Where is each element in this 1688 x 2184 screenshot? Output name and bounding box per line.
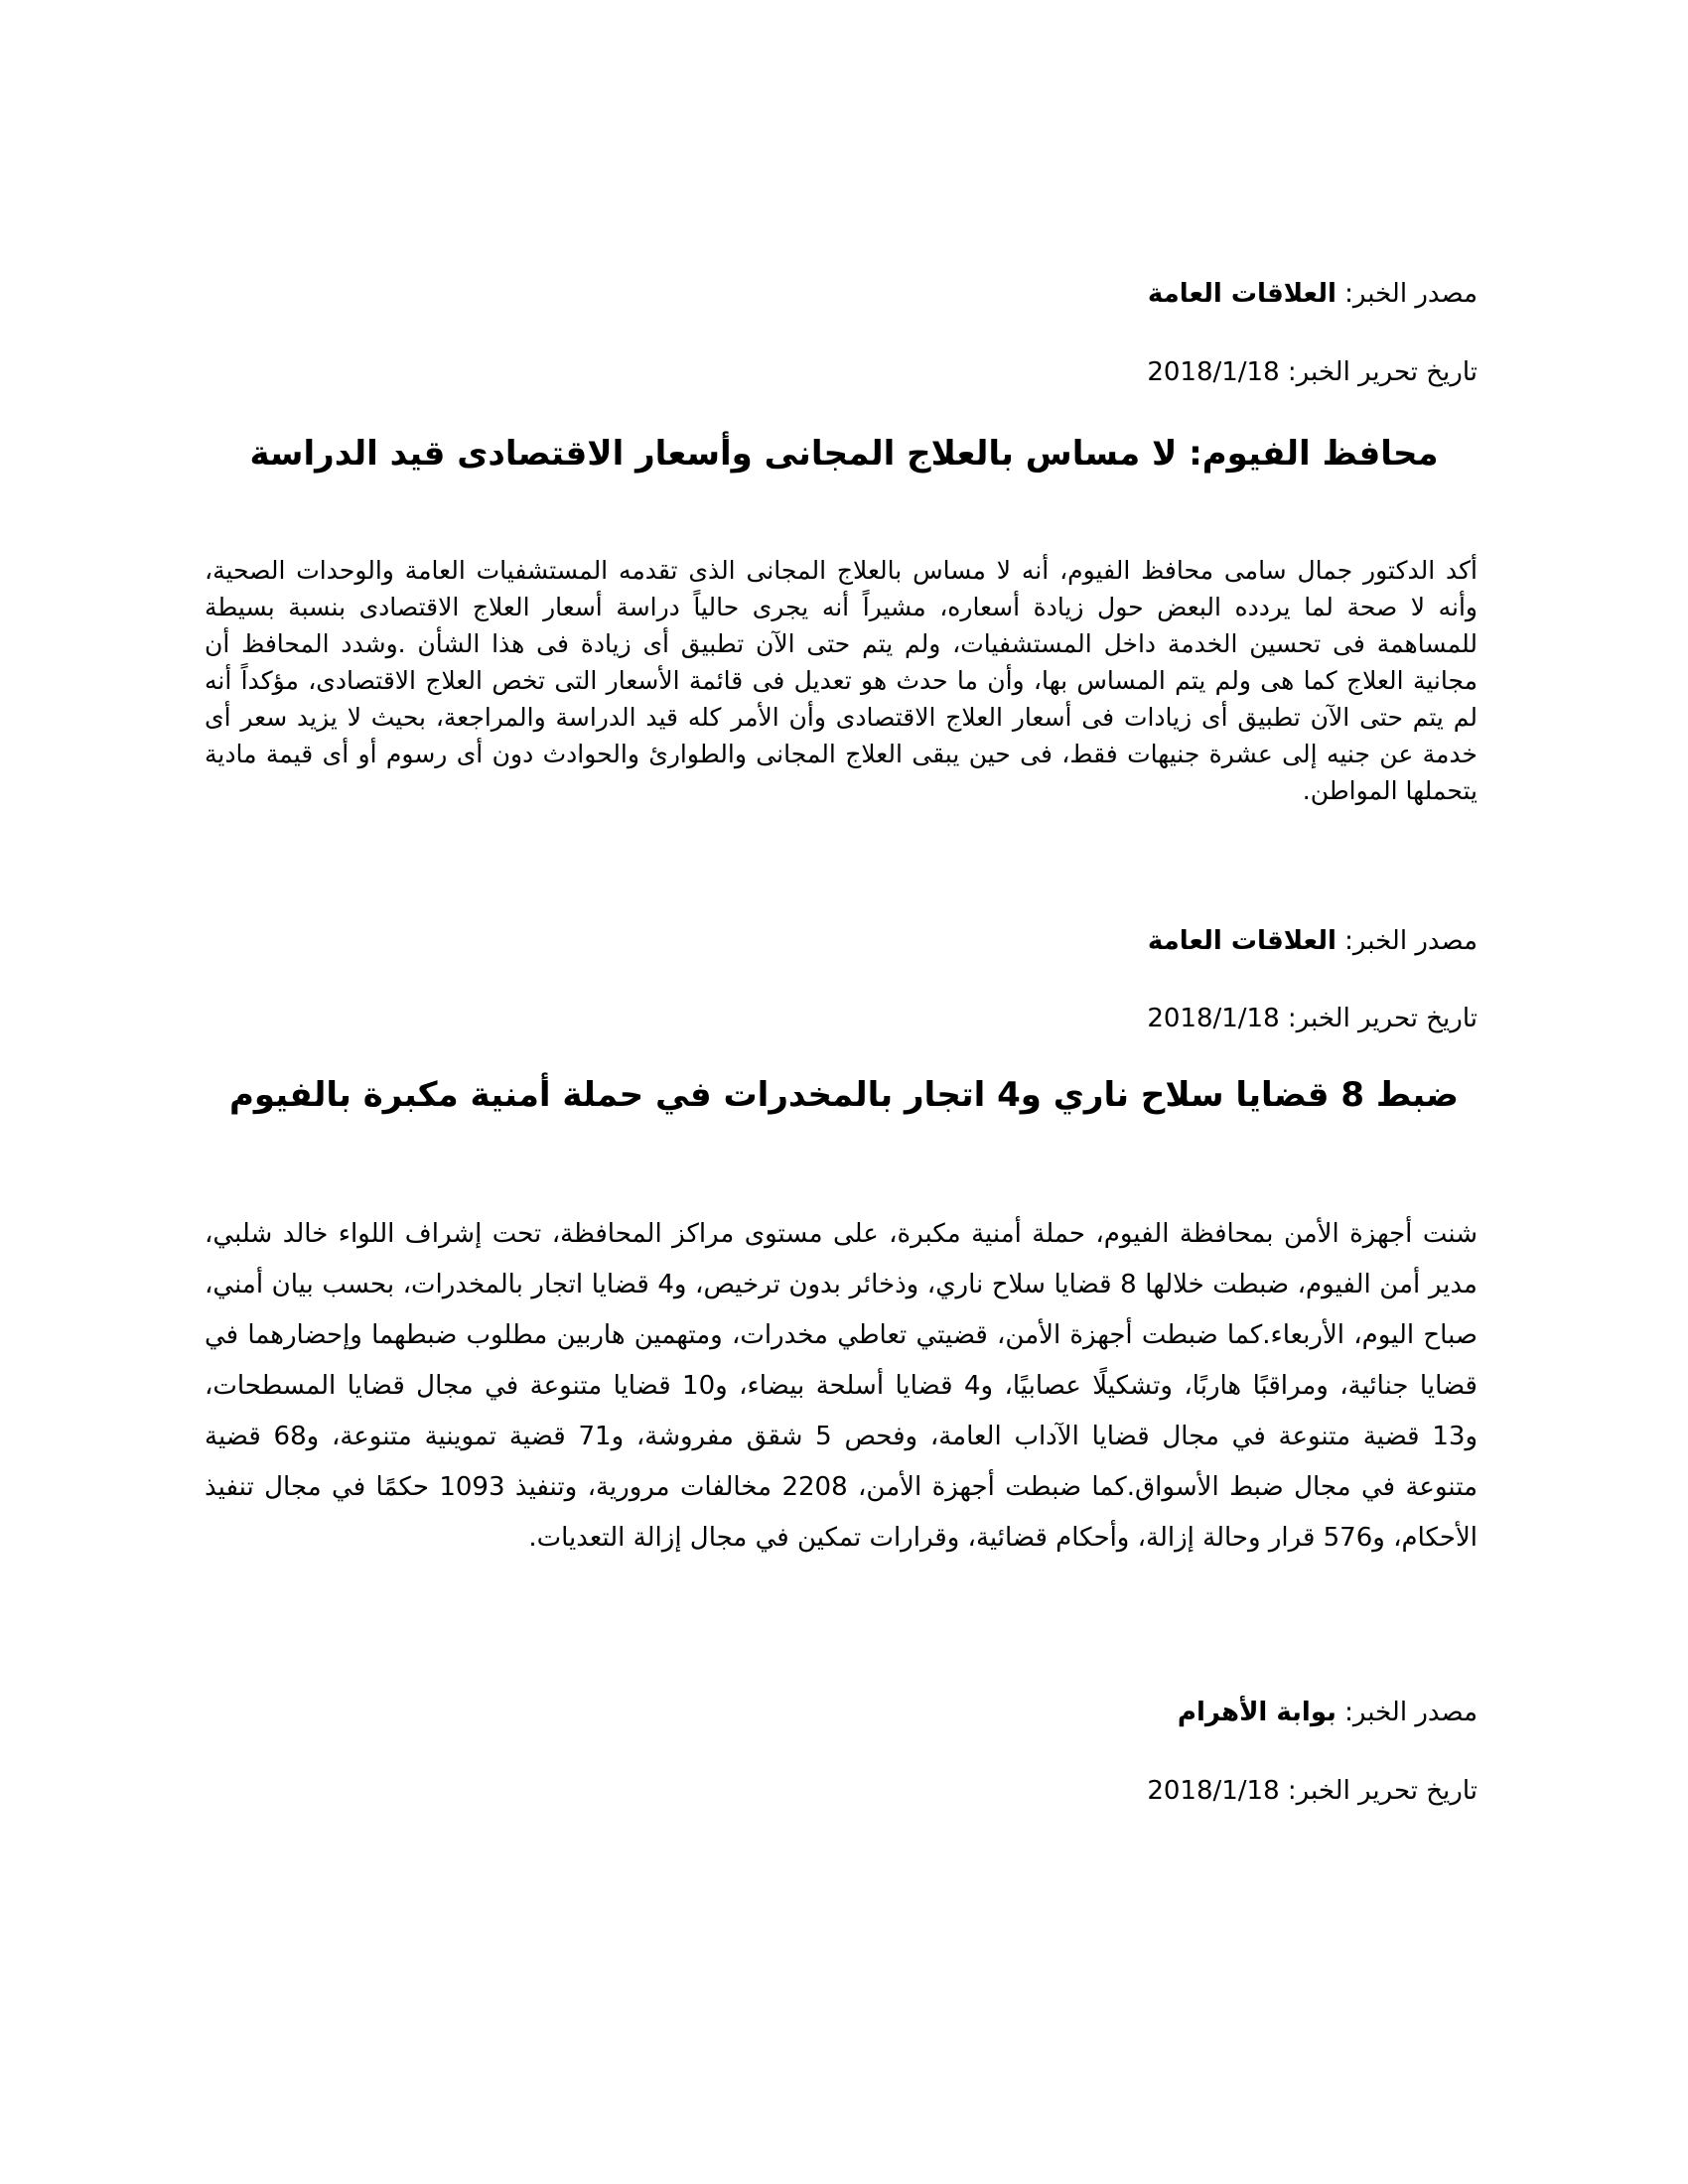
news-date-line [1147,1778,1477,1804]
news-source-line [1148,928,1477,954]
news-title: محافظ الفيوم: لا مساس بالعلاج المجانى وأسعار الاقتصادى قيد الدراسة [249,434,1439,474]
news-body: أكد الدكتور جمال سامى محافظ الفيوم، أنه لا مساس بالعلاج المجانى الذى تقدمه المستشفيات العامة والوحدات الصحية، وأنه لا صحة لما يردده البعض حول زيادة أسعاره، مشيراً أنه يجرى حالياً دراسة أسعار العلاج الاقتصادى بنسبة بسيطة للمساهمة فى تحسين الخدمة داخل المستشفيات، ولم يتم حتى الآن تطبيق أى زيادة فى هذا الشأن .وشدد المحافظ أن مجانية العلاج كما هى ولم يتم المساس بها، وأن ما حدث هو تعديل فى قائمة الأسعار التى تخص العلاج الاقتصادى، مؤكداً أنه لم يتم حتى الآن تطبيق أى زيادات فى أسعار العلاج الاقتصادى وأن الأمر كله قيد الدراسة والمراجعة، بحيث لا يزيد سعر أى خدمة عن جنيه إلى عشرة جنيهات فقط، فى حين يبقى العلاج المجانى والطوارئ والحوادث دون أى رسوم أو أى قيمة مادية يتحملها المواطن. [205,556,1477,805]
news-source-value: بوابة الأهرام [1177,1698,1336,1727]
news-title: ضبط 8 قضايا سلاح ناري و4 اتجار بالمخدرات في حملة أمنية مكبرة بالفيوم [228,1075,1459,1115]
news-date-label: تاريخ تحرير الخبر: [1287,357,1477,387]
news-body: شنت أجهزة الأمن بمحافظة الفيوم، حملة أمنية مكبرة، على مستوى مراكز المحافظة، تحت إشراف اللواء خالد شلبي، مدير أمن الفيوم، ضبطت خلالها 8 قضايا سلاح ناري، وذخائر بدون ترخيص، و4 قضايا اتجار بالمخدرات، بحسب بيان أمني، صباح اليوم، الأربعاء.كما ضبطت أجهزة الأمن، قضيتي تعاطي مخدرات، ومتهمين هاربين مطلوب ضبطهما وإحضارهما في قضايا جنائية، ومراقبًا هاربًا، وتشكيلًا عصابيًا، و4 قضايا أسلحة بيضاء، و10 قضايا متنوعة في مجال قضايا المسطحات، و13 قضية متنوعة في مجال قضايا الآداب العامة، وفحص 5 شقق مفروشة، و71 قضية تموينية متنوعة، و68 قضية متنوعة في مجال ضبط الأسواق.كما ضبطت أجهزة الأمن، 2208 مخالفات مرورية، وتنفيذ 1093 حكمًا في مجال تنفيذ الأحكام، و576 قرار وحالة إزالة، وأحكام قضائية، وقرارات تمكين في مجال إزالة التعديات. [205,1219,1477,1553]
news-date-value: 2018/1/18 [1147,1776,1280,1806]
news-source-label: مصدر الخبر: [1344,279,1477,309]
news-date-line [1147,359,1477,385]
news-source-value: العلاقات العامة [1147,926,1336,956]
news-source-value: العلاقات العامة [1147,279,1336,309]
news-date-value: 2018/1/18 [1147,357,1280,387]
news-source-line [1178,1700,1477,1725]
news-source-line [1148,281,1477,307]
news-source-label: مصدر الخبر: [1344,926,1477,956]
news-date-line [1147,1006,1477,1031]
news-date-label: تاريخ تحرير الخبر: [1287,1776,1477,1806]
news-date-value: 2018/1/18 [1147,1004,1280,1033]
news-source-label: مصدر الخبر: [1344,1698,1477,1727]
news-date-label: تاريخ تحرير الخبر: [1287,1004,1477,1033]
